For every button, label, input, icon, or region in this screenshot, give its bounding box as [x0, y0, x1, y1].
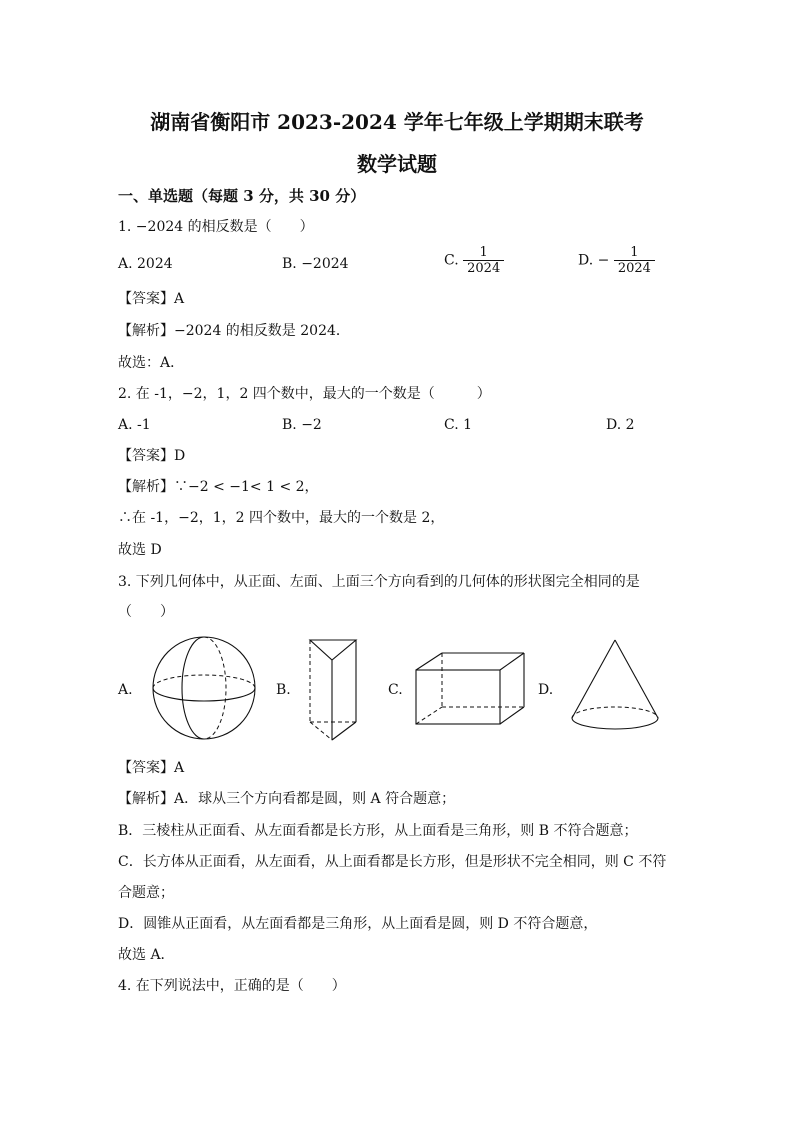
q3-option-c-label: C.	[388, 682, 403, 698]
triangular-prism-figure	[300, 632, 382, 744]
q2-analysis-line-2: ∴在 -1，−2，1，2 四个数中，最大的一个数是 2，	[118, 510, 445, 526]
title-line-1: 湖南省衡阳市 2023-2024 学年七年级上学期期末联考	[150, 110, 644, 134]
q1-stem: 1. −2024 的相反数是（ ）	[118, 219, 314, 235]
fraction-denominator: 2024	[614, 260, 655, 276]
q3-conclusion: 故选 A．	[118, 947, 175, 963]
q1-option-d	[578, 245, 655, 276]
q2-conclusion: 故选 D	[118, 542, 162, 558]
q2-analysis: 【解析】∵−2 < −1< 1 < 2，	[118, 479, 319, 495]
q4-stem: 4. 在下列说法中，正确的是（ ）	[118, 978, 346, 994]
q3-analysis-c: C．长方体从正面看，从左面看，从上面看都是长方形，但是形状不完全相同，则 C 不符	[118, 854, 667, 870]
q2-option-a: A. -1	[118, 417, 151, 433]
q1-analysis: 【解析】−2024 的相反数是 2024．	[118, 323, 350, 339]
q3-answer: 【答案】A	[118, 760, 185, 776]
q3-option-a-label: A.	[118, 682, 133, 698]
q1-option-c-fraction	[463, 245, 504, 276]
q3-option-d-label: D.	[538, 682, 554, 698]
section-heading: 一、单选题（每题 3 分，共 30 分）	[118, 187, 366, 205]
cone-figure	[566, 636, 664, 736]
q3-analysis-c-cont: 合题意；	[118, 885, 174, 901]
fraction-numerator: 1	[479, 245, 488, 260]
sphere-figure	[148, 636, 260, 740]
q1-answer: 【答案】A	[118, 291, 185, 307]
q2-answer: 【答案】D	[118, 448, 186, 464]
q1-option-c	[444, 245, 504, 276]
q2-option-c: C. 1	[444, 417, 473, 433]
q3-analysis: 【解析】A．球从三个方向看都是圆，则 A 符合题意；	[118, 791, 456, 807]
q3-stem: 3. 下列几何体中，从正面、左面、上面三个方向看到的几何体的形状图完全相同的是	[118, 574, 640, 590]
fraction-numerator: 1	[630, 245, 639, 260]
q1-option-c-label: C.	[444, 252, 459, 269]
q3-option-b-label: B.	[276, 682, 291, 698]
q1-conclusion: 故选：A．	[118, 355, 185, 371]
fraction-denominator: 2024	[463, 260, 504, 276]
q1-option-a: A. 2024	[118, 256, 173, 272]
q2-option-d: D. 2	[606, 417, 635, 433]
q2-stem: 2. 在 -1，−2，1，2 四个数中，最大的一个数是（ ）	[118, 386, 491, 402]
q1-option-b: B. −2024	[282, 256, 349, 272]
title-line-2: 数学试题	[357, 152, 437, 176]
q2-option-b: B. −2	[282, 417, 322, 433]
q3-stem-bracket: （ ）	[118, 604, 174, 620]
q3-analysis-b: B．三棱柱从正面看、从左面看都是长方形，从上面看是三角形，则 B 不符合题意；	[118, 823, 638, 839]
q1-option-d-fraction	[614, 245, 655, 276]
cuboid-figure	[412, 650, 528, 730]
q3-analysis-d: D．圆锥从正面看，从左面看都是三角形，从上面看是圆，则 D 不符合题意，	[118, 916, 598, 932]
q1-option-d-label: D. −	[578, 252, 610, 269]
